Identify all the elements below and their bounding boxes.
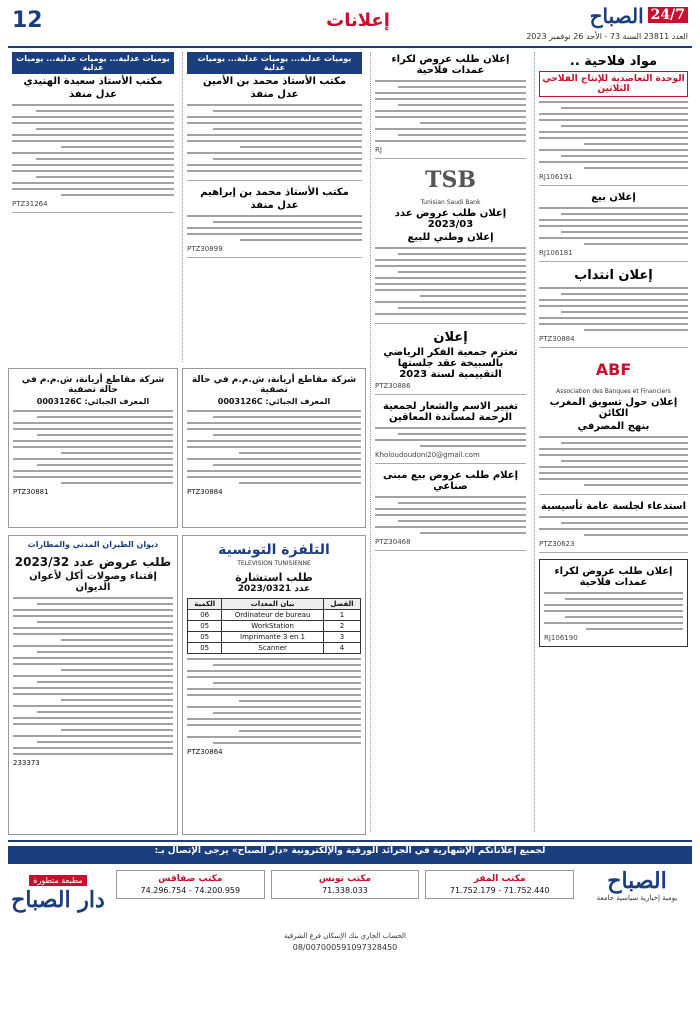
tsb-logo-sub: Tunisian Saudi Bank [420, 199, 481, 206]
column-c [182, 52, 366, 362]
column-b [370, 52, 530, 832]
section-title: إعلانات [326, 10, 390, 31]
tv-logo-sub: TELEVISION TUNISIENNE [237, 560, 311, 567]
ad-ref: 233373 [13, 759, 40, 767]
ad-ref: RJ106181 [539, 249, 573, 257]
footer-logo-name: الصباح [607, 868, 667, 894]
account-label: الحساب الجاري بنك الإسكان فرع الشرقية [284, 932, 406, 940]
newspaper-logo [568, 4, 688, 30]
ad-bailiff-2 [187, 187, 362, 258]
office-title: مكتب تونس [318, 874, 372, 884]
footer-account [116, 932, 574, 952]
ad-email: Kholoudoudoni20@gmail.com [375, 451, 480, 459]
ad-subtitle: الوحدة التعاضدية للإنتاج الفلاحي الثلاثين [539, 71, 688, 97]
tender-table [187, 598, 361, 654]
issue-line: العدد 23811 السنة 73 - الأحد 26 نوفمبر 2023 [526, 32, 688, 41]
ad-ref: PTZ30886 [375, 382, 411, 390]
ad-ref: PTZ30881 [13, 488, 49, 496]
footer-offices [116, 870, 574, 899]
ad-title: مكتب الأستاذ محمد بن إبراهيم [200, 187, 349, 198]
ad-title: إعلان طلب عروض لكراء عمدات فلاحية [554, 566, 673, 588]
office-sfax [116, 870, 265, 899]
ad-sports-association [375, 330, 526, 395]
ad-number: عدد 2023/0321 [237, 584, 311, 594]
ad-title: إعلان طلب عروض لكراء عمدات فلاحية [391, 54, 510, 76]
account-number: 08/007000591097328450 [292, 943, 398, 952]
ad-title: مكتب الأستاذ سعيدة الهنيدي [23, 76, 163, 87]
office-title: مكتب المقر [473, 874, 526, 884]
abf-logo-sub: Association des Banques et Financiers [556, 388, 671, 395]
ad-title: شركة مقاطع أريانة، ش.م.م في حالة تصفية [21, 375, 165, 395]
office-phone: 71.752.179 - 71.752.440 [449, 886, 550, 895]
ad-ref: PTZ31264 [12, 200, 48, 208]
table-row: 3 Imprimante 3 en 1 05 [188, 632, 361, 643]
judicial-banner-d: يوميات عدلية... يوميات عدلية... يوميات عدلية [12, 52, 174, 74]
ad-industrial-building [375, 470, 526, 551]
ad-title: مواد فلاحية .. [569, 54, 658, 69]
ad-title: استدعاء لجلسة عامة تأسيسية [540, 501, 687, 512]
ad-ref: RJ106190 [544, 634, 578, 642]
logo-badge: 24/7 [648, 7, 688, 23]
table-row: 2 WorkStation 05 [188, 621, 361, 632]
ad-title: إعلان طلب عروض عدد 2023/03 [394, 208, 507, 230]
ad-ref: PTZ30468 [375, 538, 411, 546]
logo-text: الصباح [589, 4, 644, 28]
ad-title: تغيير الاسم والشعار لجمعية الرحمة لمساندة المعاقين [383, 401, 518, 423]
office-phone: 71.338.033 [322, 886, 368, 895]
footer-logo-name: دار الصباح [11, 887, 105, 913]
ad-ref: PTZ30884 [539, 335, 575, 343]
ad-subtitle: المعرف الجبائي: 0003126C [217, 397, 331, 406]
ad-title: إعلان [433, 330, 468, 345]
ad-tsb [375, 165, 526, 324]
ad-bailiff-3 [12, 76, 174, 213]
org-name: ديوان الطيران المدني والمطارات [27, 540, 159, 549]
ad-liquidation-2 [8, 368, 178, 528]
ad-subtitle: إعلان وطني للبيع [407, 232, 494, 243]
judicial-banner: يوميات عدلية... يوميات عدلية... يوميات عدلية [187, 52, 362, 74]
ad-name-change [375, 401, 526, 464]
ad-farm-rental [539, 559, 688, 647]
tender-header-row [188, 599, 361, 610]
ad-ref: PTZ30864 [187, 748, 223, 756]
office-tunis [271, 870, 420, 899]
ad-sale [539, 192, 688, 262]
column-a [534, 52, 692, 832]
ad-liquidation-1 [182, 368, 366, 528]
footer-logo-left [8, 868, 108, 913]
table-row: 1 Ordinateur de bureau 06 [188, 610, 361, 621]
ad-ref: RJ [375, 146, 382, 154]
ad-subtitle: عدل منفذ [250, 200, 299, 211]
ad-recruitment [539, 268, 688, 348]
ad-title: طلب عروض عدد 2023/32 [14, 555, 172, 569]
ad-ref: PTZ30884 [187, 488, 223, 496]
tv-logo: التلفزة التونسية [218, 542, 330, 558]
ad-farm-materials [539, 54, 688, 186]
ad-subtitle: عدل منفذ [250, 89, 299, 100]
ad-farm-rental-b [375, 54, 526, 159]
ad-subtitle: عدل منفذ [68, 89, 117, 100]
ad-general-assembly [539, 501, 688, 553]
office-phone: 74.296.754 - 74.200.959 [140, 886, 241, 895]
ad-subtitle: تعتزم جمعية الفكر الرياضي بالسبيخة عقد جلستها التقييمية لسنة 2023 [383, 347, 518, 380]
ad-tv-tender [182, 535, 366, 835]
office-hq [425, 870, 574, 899]
masthead [8, 4, 692, 48]
ad-title: إعلان حول تسويق المغرب الكائن [549, 397, 678, 419]
ad-airport-tender [8, 535, 178, 835]
ad-subtitle: إقتناء وصولات أكل لأعوان الديوان [29, 571, 157, 593]
footer-logo-tag: يومية إخبارية سياسية جامعة [596, 894, 678, 902]
ad-subtitle: المعرف الجبائي: 0003126C [36, 397, 150, 406]
ad-ref: PTZ30623 [539, 540, 575, 548]
tsb-logo: TSB [425, 167, 476, 193]
ad-title: إعلام طلب عروض بيع مبنى صناعي [382, 470, 519, 492]
table-row: 4 Scanner 05 [188, 643, 361, 654]
tender-header: بيان المعدات [222, 599, 324, 610]
page-number: 12 [12, 8, 43, 33]
ad-title: إعلان انتداب [574, 268, 653, 283]
ad-title: طلب استشارة [235, 571, 313, 584]
footer [8, 840, 692, 1018]
ad-bailiff-1 [187, 76, 362, 181]
ad-abf [539, 354, 688, 495]
ad-title: إعلان بيع [591, 192, 636, 203]
column-d [8, 52, 178, 362]
ad-title: مكتب الأستاذ محمد بن الأمين [202, 76, 347, 87]
office-title: مكتب صفاقس [158, 874, 223, 884]
ad-ref: PTZ30899 [187, 245, 223, 253]
footer-logo-tag: مطبعة متطورة [29, 875, 86, 886]
tender-header: الكمية [188, 599, 222, 610]
ad-title: شركة مقاطع أريانة، ش.م.م في حالة تصفية [191, 375, 357, 395]
footer-banner: لجميع إعلاناتكم الإشهارية في الجرائد الورقية والإلكترونية «دار الصباح» يرجى الإتصال بـ: [8, 846, 692, 864]
footer-logo-right [582, 868, 692, 902]
ad-subtitle: بنهج المصرفي [577, 421, 650, 432]
ad-ref: RJ106191 [539, 173, 573, 181]
abf-logo: ABF [595, 359, 632, 379]
tender-header: الفصل [323, 599, 360, 610]
